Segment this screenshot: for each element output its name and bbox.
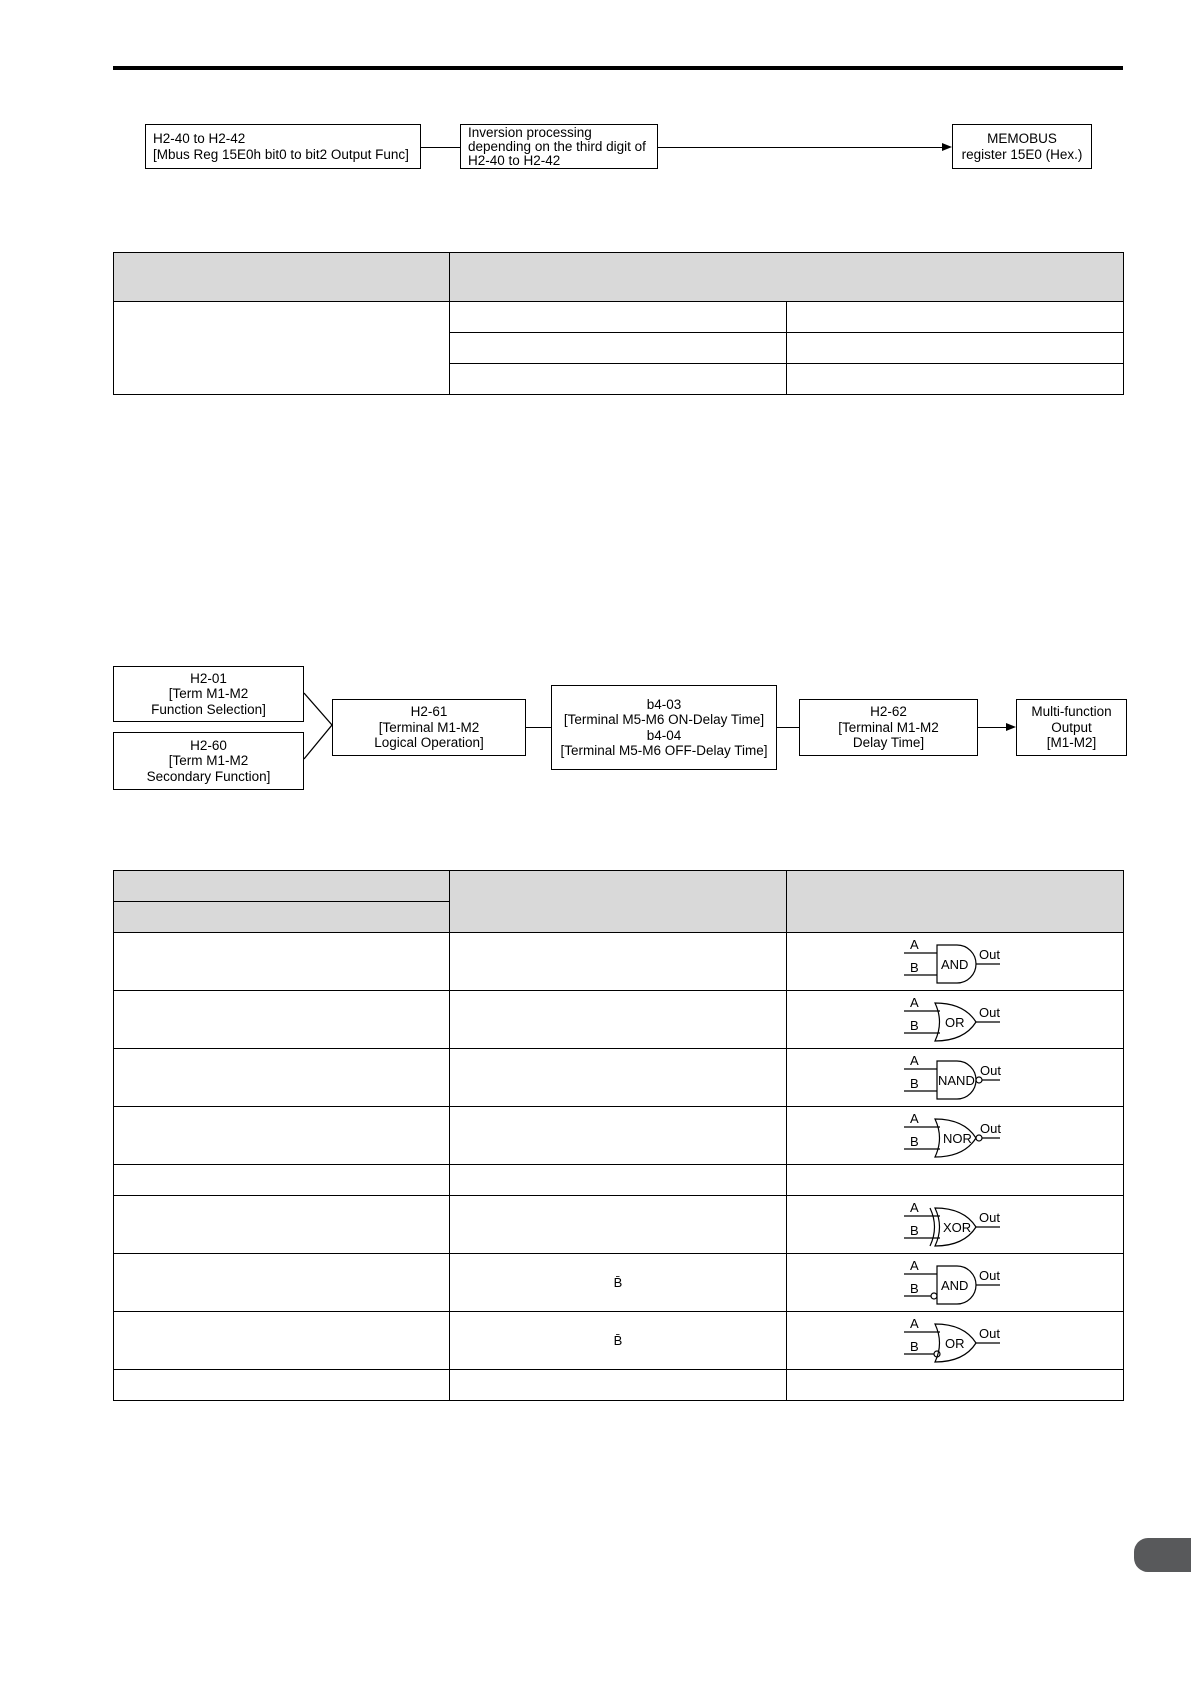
gate-cell — [787, 991, 1124, 1049]
table-cell — [114, 1196, 450, 1254]
table-header-row — [114, 871, 1124, 902]
box-h2-61: H2-61 [Terminal M1-M2 Logical Operation] — [332, 699, 526, 756]
header-cell — [450, 871, 787, 933]
box-h2-40-source: H2-40 to H2-42 [Mbus Reg 15E0h bit0 to bit2 Output Func] — [145, 124, 421, 169]
header-cell — [114, 871, 450, 902]
gate-output: Out — [979, 946, 1000, 962]
nor-gate-icon — [902, 1111, 1012, 1161]
output-settings-table — [113, 252, 1124, 395]
table-cell — [114, 1370, 450, 1401]
table-cell — [787, 1370, 1124, 1401]
table-cell — [114, 1312, 450, 1370]
gate-input-b: B — [910, 959, 919, 975]
gate-label: XOR — [943, 1219, 972, 1235]
table-cell — [450, 364, 787, 395]
gate-input-b: B — [910, 1338, 919, 1354]
table-cell — [450, 1196, 787, 1254]
box-b4-delay-times: b4-03 [Terminal M5-M6 ON-Delay Time] b4-04 [Terminal M5-M6 OFF-Delay Time] — [551, 685, 777, 770]
table-cell — [114, 1254, 450, 1312]
gate-output: Out — [980, 1120, 1001, 1136]
table-row — [114, 1049, 1124, 1107]
gate-cell — [787, 1254, 1124, 1312]
box-multifunction-output: Multi-function Output [M1-M2] — [1016, 699, 1127, 756]
and-inverted-b-gate-icon — [902, 1258, 1012, 1308]
gate-label: AND — [941, 956, 969, 972]
gate-cell — [787, 1312, 1124, 1370]
connector-line — [777, 727, 799, 728]
connector-line — [526, 727, 551, 728]
table-cell — [450, 302, 787, 333]
header-cell — [114, 902, 450, 933]
table-cell — [787, 364, 1124, 395]
logical-operation-table — [113, 870, 1124, 1401]
table-cell — [450, 1165, 787, 1196]
gate-label: NOR — [943, 1130, 972, 1146]
table-cell — [450, 333, 787, 364]
gate-input-b: B — [910, 1017, 919, 1033]
table-cell — [787, 302, 1124, 333]
and-gate-icon — [902, 937, 1012, 987]
box-inversion-processing: Inversion processing depending on the third digit of H2-40 to H2-42 — [460, 124, 658, 169]
connector-line — [421, 147, 460, 148]
gate-input-a: A — [910, 1315, 919, 1331]
table-cell — [114, 302, 450, 395]
b-bar-text: B̄ — [613, 1275, 623, 1290]
table-cell — [114, 1107, 450, 1165]
merge-connector — [304, 690, 334, 770]
table-cell — [450, 1107, 787, 1165]
table-row — [114, 1107, 1124, 1165]
gate-input-a: A — [910, 1257, 919, 1273]
table-cell — [450, 1312, 787, 1370]
gate-label: OR — [945, 1014, 965, 1030]
table-cell — [787, 1165, 1124, 1196]
box-h2-60: H2-60 [Term M1-M2 Secondary Function] — [113, 732, 304, 790]
box-h2-01: H2-01 [Term M1-M2 Function Selection] — [113, 666, 304, 722]
table-cell — [450, 1049, 787, 1107]
gate-input-a: A — [910, 936, 919, 952]
connector-line — [658, 147, 942, 148]
table-cell — [114, 1165, 450, 1196]
header-cell — [114, 253, 450, 302]
table-cell — [114, 991, 450, 1049]
box-h2-62: H2-62 [Terminal M1-M2 Delay Time] — [799, 699, 978, 756]
gate-output: Out — [979, 1267, 1000, 1283]
table-row — [114, 1370, 1124, 1401]
table-cell — [450, 933, 787, 991]
gate-label: OR — [945, 1335, 965, 1351]
xor-gate-icon — [902, 1200, 1012, 1250]
b-bar-text: B̄ — [613, 1333, 623, 1348]
chapter-tab — [1134, 1538, 1191, 1572]
gate-label: AND — [941, 1277, 969, 1293]
gate-input-b: B — [910, 1133, 919, 1149]
table-row — [114, 1165, 1124, 1196]
gate-label: NAND — [938, 1072, 975, 1088]
table-row — [114, 991, 1124, 1049]
table-cell — [450, 1254, 787, 1312]
table-cell — [787, 333, 1124, 364]
gate-input-a: A — [910, 1110, 919, 1126]
table-cell — [450, 991, 787, 1049]
header-rule — [113, 66, 1123, 70]
gate-input-b: B — [910, 1222, 919, 1238]
gate-cell — [787, 933, 1124, 991]
table-row — [114, 933, 1124, 991]
gate-input-b: B — [910, 1280, 919, 1296]
gate-output: Out — [979, 1209, 1000, 1225]
box-memobus-register: MEMOBUS register 15E0 (Hex.) — [952, 124, 1092, 169]
or-gate-icon — [902, 995, 1012, 1045]
table-row — [114, 302, 1124, 333]
or-inverted-b-gate-icon — [902, 1316, 1012, 1366]
gate-cell — [787, 1107, 1124, 1165]
table-row — [114, 1196, 1124, 1254]
nand-gate-icon — [902, 1053, 1012, 1103]
gate-input-a: A — [910, 1052, 919, 1068]
header-cell — [450, 253, 1124, 302]
gate-cell — [787, 1196, 1124, 1254]
arrow-head — [942, 143, 952, 151]
table-header-row — [114, 253, 1124, 302]
connector-line — [978, 727, 1006, 728]
gate-output: Out — [979, 1004, 1000, 1020]
gate-input-b: B — [910, 1075, 919, 1091]
table-row — [114, 1312, 1124, 1370]
gate-cell — [787, 1049, 1124, 1107]
gate-input-a: A — [910, 1199, 919, 1215]
arrow-head — [1006, 723, 1016, 731]
gate-input-a: A — [910, 994, 919, 1010]
table-row — [114, 1254, 1124, 1312]
gate-output: Out — [979, 1325, 1000, 1341]
table-cell — [114, 1049, 450, 1107]
table-cell — [114, 933, 450, 991]
gate-output: Out — [980, 1062, 1001, 1078]
table-cell — [450, 1370, 787, 1401]
header-cell — [787, 871, 1124, 933]
